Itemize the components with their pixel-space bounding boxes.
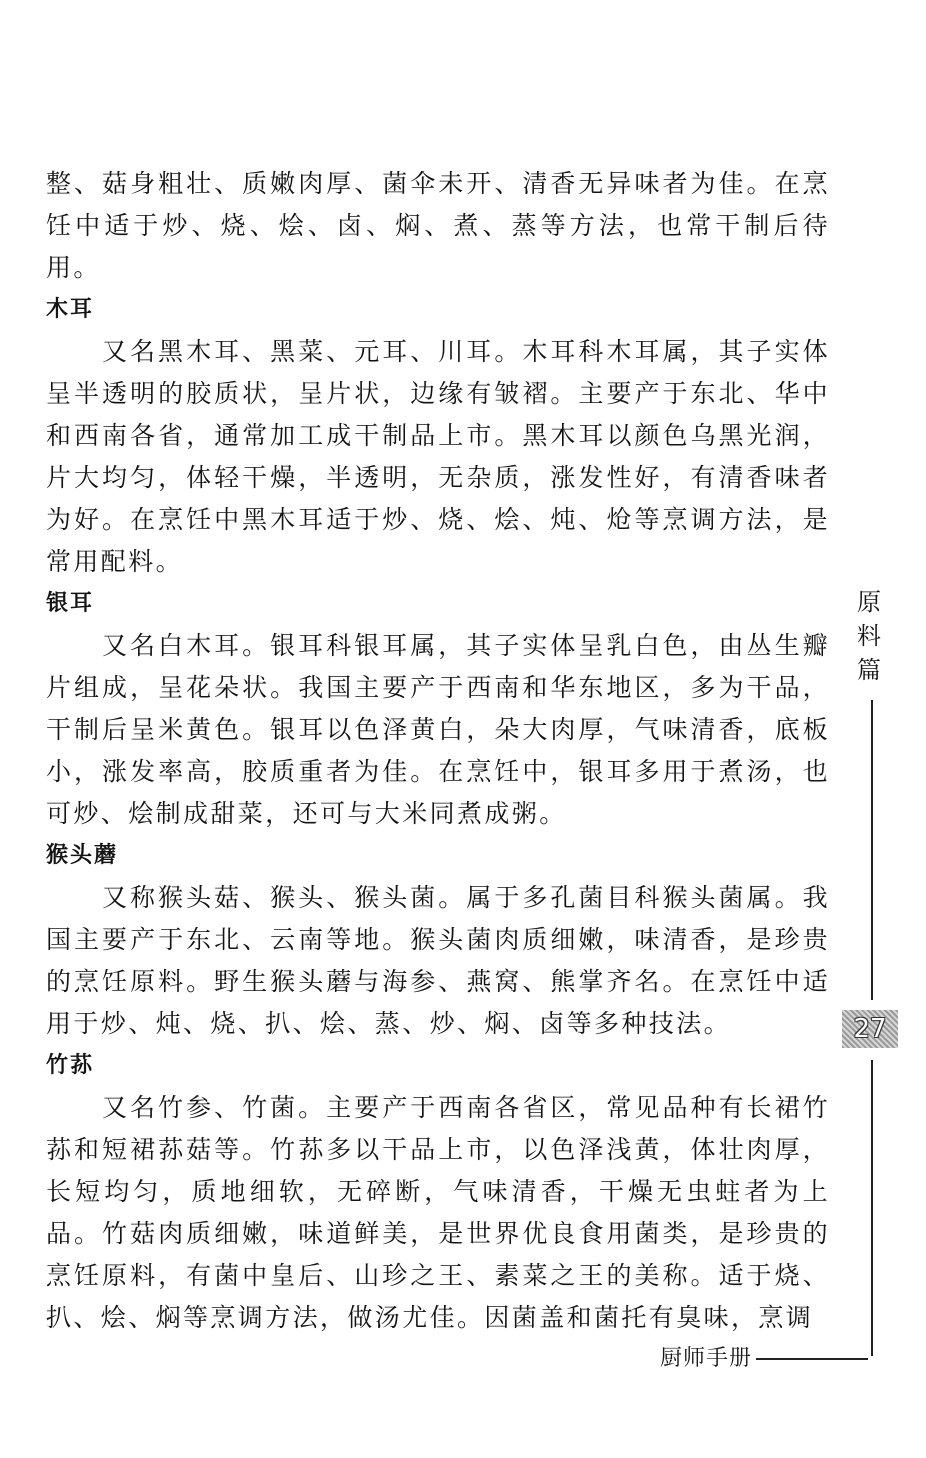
body-text-column bbox=[46, 163, 830, 1339]
heading-mu-er: 木耳 bbox=[46, 297, 95, 322]
side-rule-upper bbox=[871, 700, 873, 1000]
footer-rule bbox=[756, 1358, 868, 1360]
heading-hou-tou-mo: 猴头蘑 bbox=[46, 843, 119, 868]
page-number: 27 bbox=[842, 1010, 898, 1048]
section-title-vertical: 原料篇 bbox=[857, 588, 881, 684]
paragraph-mu-er: 又名黑木耳、黑菜、元耳、川耳。木耳科木耳属，其子实体呈半透明的胶质状，呈片状，边缘有皱褶。主要产于东北、华中和西南各省，通常加工成干制品上市。黑木耳以颜色乌黑光润，片大均匀，体轻干燥，半透明，无杂质，涨发性好，有清香味者为好。在烹饪中黑木耳适于炒、烧、烩、炖、炝等烹调方法，是常用配料。 bbox=[46, 337, 830, 576]
heading-zhu-sun: 竹荪 bbox=[46, 1053, 95, 1078]
paragraph-zhu-sun: 又名竹参、竹菌。主要产于西南各省区，常见品种有长裙竹荪和短裙荪菇等。竹荪多以干品上市，以色泽浅黄，体壮肉厚，长短均匀，质地细软，无碎断，气味清香，干燥无虫蛀者为上品。竹菇肉质细嫩，味道鲜美，是世界优良食用菌类，是珍贵的烹饪原料，有菌中皇后、山珍之王、素菜之王的美称。适于烧、扒、烩、焖等烹调方法，做汤尤佳。因菌盖和菌托有臭味，烹调 bbox=[46, 1093, 830, 1332]
paragraph-hou-tou-mo: 又称猴头菇、猴头、猴头菌。属于多孔菌目科猴头菌属。我国主要产于东北、云南等地。猴头菌肉质细嫩，味清香，是珍贵的烹饪原料。野生猴头蘑与海参、燕窝、熊掌齐名。在烹饪中适用于炒、炖、烧、扒、烩、蒸、炒、焖、卤等多种技法。 bbox=[46, 883, 830, 1038]
footer bbox=[660, 1341, 868, 1372]
paragraph-yin-er: 又名白木耳。银耳科银耳属，其子实体呈乳白色，由丛生瓣片组成，呈花朵状。我国主要产于西南和华东地区，多为干品，干制后呈米黄色。银耳以色泽黄白，朵大肉厚，气味清香，底板小，涨发率高，胶质重者为佳。在烹饪中，银耳多用于煮汤，也可炒、烩制成甜菜，还可与大米同煮成粥。 bbox=[46, 631, 830, 828]
paragraph-continued: 整、菇身粗壮、质嫩肉厚、菌伞未开、清香无异味者为佳。在烹饪中适于炒、烧、烩、卤、焖、煮、蒸等方法，也常干制后待用。 bbox=[46, 169, 830, 282]
book-title: 厨师手册 bbox=[660, 1346, 753, 1371]
side-rule-lower bbox=[871, 1060, 873, 1356]
heading-yin-er: 银耳 bbox=[46, 591, 95, 616]
